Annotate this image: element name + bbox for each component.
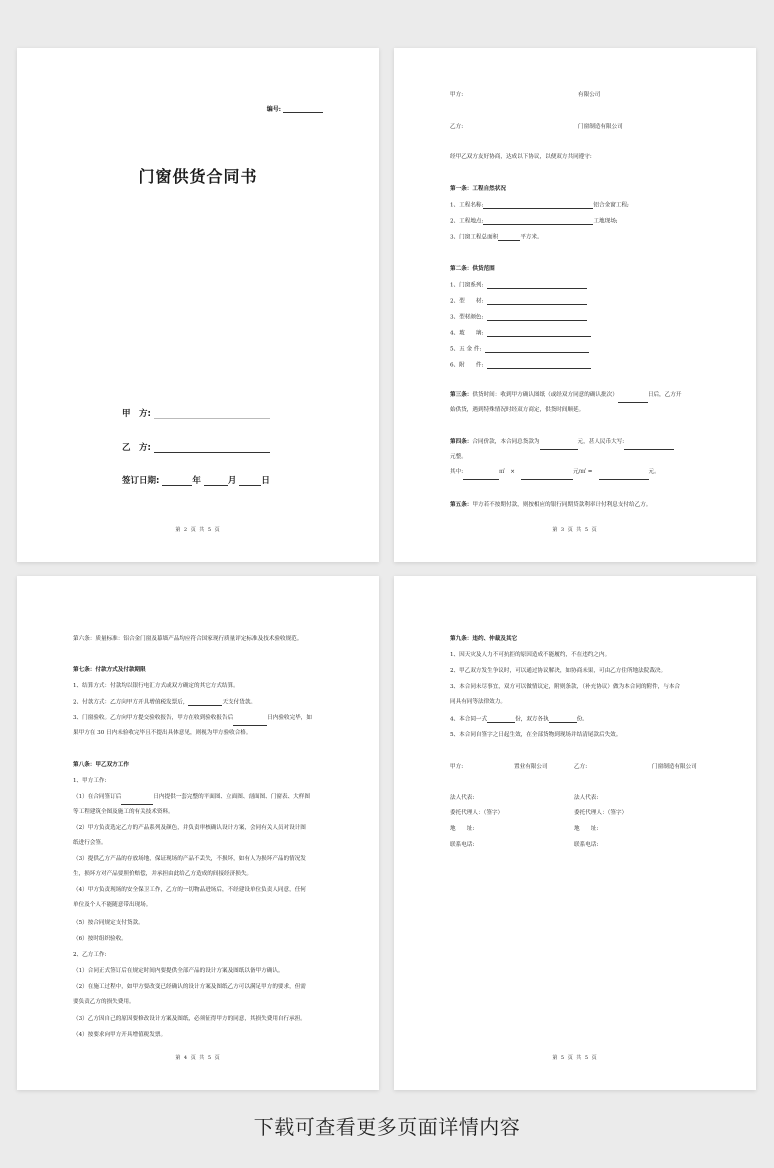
supply-item-label: 1、门窗系列: [450,282,484,289]
supply-item [450,283,587,289]
acceptance-days-blank [233,720,267,726]
section-3-text: 供货时间：收到甲方确认图纸（或经双方同意的确认批次） [472,392,618,398]
supply-item [450,363,591,369]
supply-item-blank [487,283,587,289]
month-blank [204,477,228,486]
supply-item-blank [487,299,587,305]
party-a-duty-4 [73,883,331,913]
copies-text: 4、本合同一式 [450,716,488,723]
unit-price-unit: 元/㎡ = [572,469,593,475]
duty-text: （1）在合同签订后 [73,794,122,800]
section-2-title: 第二条：供货范围 [450,266,495,272]
supply-item-label: 5、五 金 件: [450,346,482,353]
section-9-title: 第九条：违约、仲裁及其它 [450,636,518,642]
section-4-title: 第四条： [450,439,473,445]
signature-party-b-label: 乙方: [574,764,588,770]
section-9-item-4 [450,717,588,723]
party-b-duty-3: （3）乙方因自己的原因要修改设计方案及图纸，必须征得甲方的同意，其损失费用自行承担。 [73,1016,306,1022]
section-5-text: 甲方若不按期付款，则按相应的银行同期贷款利率计付利息支付给乙方。 [472,502,652,508]
section-4-line-2: 元整。 [450,454,467,460]
download-caption: 下载可查看更多页面详情内容 [253,1115,521,1139]
duty-text: （2）甲方负责选定乙方的产品系列及颜色，并负责审核确认设计方案，会同有关人员对设计图 [73,825,306,831]
party-a-duty-2 [73,821,331,851]
contract-page-cover [17,48,379,562]
section-4-text: 合同价款，本合同总货款为 [472,439,540,445]
section-9-item-1: 1、因天灾及人力不可抗拒的原因造成不能履约，不在违约之内。 [450,652,611,658]
party-a-duties-title: 1、甲方工作: [73,778,107,784]
cover-party-b-blank [154,444,270,453]
supply-item-blank [487,331,591,337]
section-7-item-3 [73,711,331,741]
year-blank [162,477,192,486]
party-a-duty-6: （6）按时组织验收。 [73,936,127,942]
section-4 [450,435,702,480]
section-9-item-5: 5、本合同自签字之日起生效，在全部货物到现场并结清尾款后失效。 [450,732,622,738]
total-area-tail: 平方米。 [520,234,543,241]
section-7-item-2 [73,700,256,706]
party-b-duty-4: （4）按要求向甲方开具增值税发票。 [73,1032,167,1038]
section-6: 第六条：质量标准：铝合金门窗及幕墙产品均应符合国家现行质量评定标准及技术验收规范。 [73,636,303,642]
acceptance-line-2: 果甲方在 30 日内未验收完毕且不提出具体意见，则视为甲方验收合格。 [73,730,252,736]
payment-method-tail: 天支付货款。 [222,699,257,706]
section-1-title: 第一条：工程自然状况 [450,186,506,192]
total-price-blank [540,444,578,450]
supply-item-label: 4、玻 璃: [450,330,484,337]
section-3-title: 第三条： [450,392,473,398]
unit-price-blank [521,474,573,480]
cover-party-a [122,407,270,419]
copies-blank [487,717,515,723]
page-footer: 第 5 页 共 5 页 [552,1055,598,1061]
party-a-duty-5: （5）按合同规定支付货款。 [73,920,144,926]
day-blank [239,477,261,486]
cover-party-a-label: 甲 方: [122,409,151,419]
project-site-tail: 工地现场; [593,218,618,225]
party-a-legal-rep: 法人代表: [450,795,475,801]
supply-item-label: 6、附 件: [450,362,484,369]
payment-method-text: 2、付款方式：乙方向甲方开具增值税发票后， [73,699,189,706]
party-b-legal-rep: 法人代表: [574,795,599,801]
party-a-address: 地 址: [450,826,475,832]
contract-number-blank [283,106,323,113]
section-1-item-3 [450,235,543,241]
duty-line-2: 单位及个人不能随意带出现场。 [73,902,152,908]
contract-page-3 [17,576,379,1090]
acceptance-text: 3、门窗验收。乙方向甲方提交验收报告，甲方在收到验收报告后 [73,715,234,721]
cover-sign-date [122,474,270,486]
cover-party-b [122,441,270,453]
section-5 [450,503,651,509]
party-b-duty-1: （1）合同正式签订后在规定时间内要提供全部产品的设计方案及图纸以备甲方确认。 [73,968,284,974]
contract-number-label: 编号: [266,106,281,113]
supply-item-label: 2、型 材: [450,298,484,305]
section-4-rmb-label: 元，甚人民币大写: [577,439,625,445]
party-b-duties-title: 2、乙方工作: [73,952,107,958]
project-site-label: 2、工程地点: [450,218,484,225]
project-name-blank [483,203,593,209]
section-3-line-2: 始供货，遇到特殊情况时经双方商定，供货时间顺延。 [450,407,585,413]
supply-item-blank [487,315,587,321]
duty-text-tail: 日内提供一套完整的平面图、立面图、剖面图、门窗表、大样图 [153,794,310,800]
project-name-label: 1、工程名称: [450,202,484,209]
duty-text: （2）在施工过程中，如甲方要改变已经确认的设计方案及图纸乙方可以满足甲方的要求，但需 [73,984,306,990]
page-footer: 第 4 页 共 5 页 [175,1055,221,1061]
supply-item-blank [487,363,591,369]
party-b-address: 地 址: [574,826,599,832]
section-7-item-1: 1、结算方式：付款均以银行电汇方式或双方确定的其它方式结算。 [73,683,239,689]
signature-party-b-value: 门窗制造有限公司 [652,764,697,770]
area-unit: ㎡ × [499,469,515,475]
sign-date-label: 签订日期: [122,476,160,486]
contract-page-2 [394,48,756,562]
page-footer: 第 3 页 共 5 页 [552,527,598,533]
section-9-item-3 [450,680,708,710]
supply-item-blank [485,347,589,353]
section-1-item-1 [450,203,629,209]
page-footer: 第 2 页 共 5 页 [175,527,221,533]
party-a-duty-3 [73,852,331,882]
breakdown-label: 其中: [450,469,464,475]
party-b-agent: 委托代理人：（签字） [574,810,628,816]
duty-line-2: 要负责乙方的损失费用。 [73,999,135,1005]
payment-days-blank [188,700,222,706]
drawing-days-blank [121,799,153,805]
area-blank [463,474,499,480]
section-7-title: 第七条：付款方式及付款期限 [73,667,146,673]
duty-line-2: 纸进行会签。 [73,840,107,846]
contract-page-4 [394,576,756,1090]
section-3-text-tail: 日后，乙方开 [647,392,682,398]
supply-item [450,315,587,321]
section-5-title: 第五条： [450,502,473,508]
duty-text: （4）甲方负责现场的安全保卫工作，乙方的一切物品进场后，不经建设单位负责人同意，任何 [73,887,306,893]
section-8-title: 第八条：甲乙双方工作 [73,762,129,768]
month-label: 月 [227,476,237,486]
duty-text: （3）提供乙方产品的存放场地，保证现场的产品不丢失，不损坏，如有人为损坏产品的情况发 [73,856,306,862]
signature-party-a-value: 置业有限公司 [514,764,548,770]
cover-party-a-blank [154,410,270,419]
copies-tail: 份。 [576,716,588,723]
intro-text: 经甲乙双方友好协商，达成以下协议，以便双方共同遵守: [450,154,592,160]
party-b-label: 乙方: [450,124,464,130]
party-a-value: 有限公司 [578,92,601,98]
party-a-label: 甲方: [450,92,464,98]
supply-item [450,299,587,305]
subtotal-unit: 元。 [648,469,660,475]
supply-item [450,347,589,353]
year-label: 年 [192,476,201,486]
supply-item-label: 3、型材颜色: [450,314,484,321]
duty-line-2: 生，损坏方对产品要照价赔偿，并承担由此给乙方造成的间接经济损失。 [73,871,253,877]
acceptance-text-tail: 日内验收完毕，如 [267,715,312,721]
cover-party-b-label: 乙 方: [122,443,151,453]
document-title: 门窗供货合同书 [138,167,258,186]
section-1-item-2 [450,219,618,225]
day-label: 日 [261,476,270,486]
party-a-duty-1 [73,790,331,820]
supply-days-blank [618,397,648,403]
clause-line-2: 同具有同等法律效力。 [450,699,506,705]
duty-line-2: 等工程建筑全图及施工的有关技术资料。 [73,809,174,815]
supply-item [450,331,591,337]
section-3 [450,388,702,418]
subtotal-blank [599,474,649,480]
project-name-tail: 铝合金窗工程; [593,202,629,209]
copies-each-text: 份，双方各执 [515,716,549,723]
party-b-duty-2 [73,980,331,1010]
contract-number [267,104,323,113]
party-b-value: 门窗制造有限公司 [578,124,623,130]
total-area-label: 3、门窗工程总面积 [450,234,499,241]
signature-party-a-label: 甲方: [450,764,464,770]
total-area-blank [498,235,520,241]
section-9-item-2: 2、甲乙双方发生争议时，可以通过协议解决，如协商未果，可由乙方住所地法院裁决。 [450,668,667,674]
party-a-phone: 联系电话: [450,842,475,848]
party-a-agent: 委托代理人：（签字） [450,810,504,816]
clause-text: 3、本合同未尽事宜，双方可以做情议定，附则条款，（补充协议）做为本合同的附件，与本合 [450,684,681,690]
copies-each-blank [549,717,577,723]
rmb-uppercase-blank [624,444,674,450]
party-b-phone: 联系电话: [574,842,599,848]
project-site-blank [483,219,593,225]
